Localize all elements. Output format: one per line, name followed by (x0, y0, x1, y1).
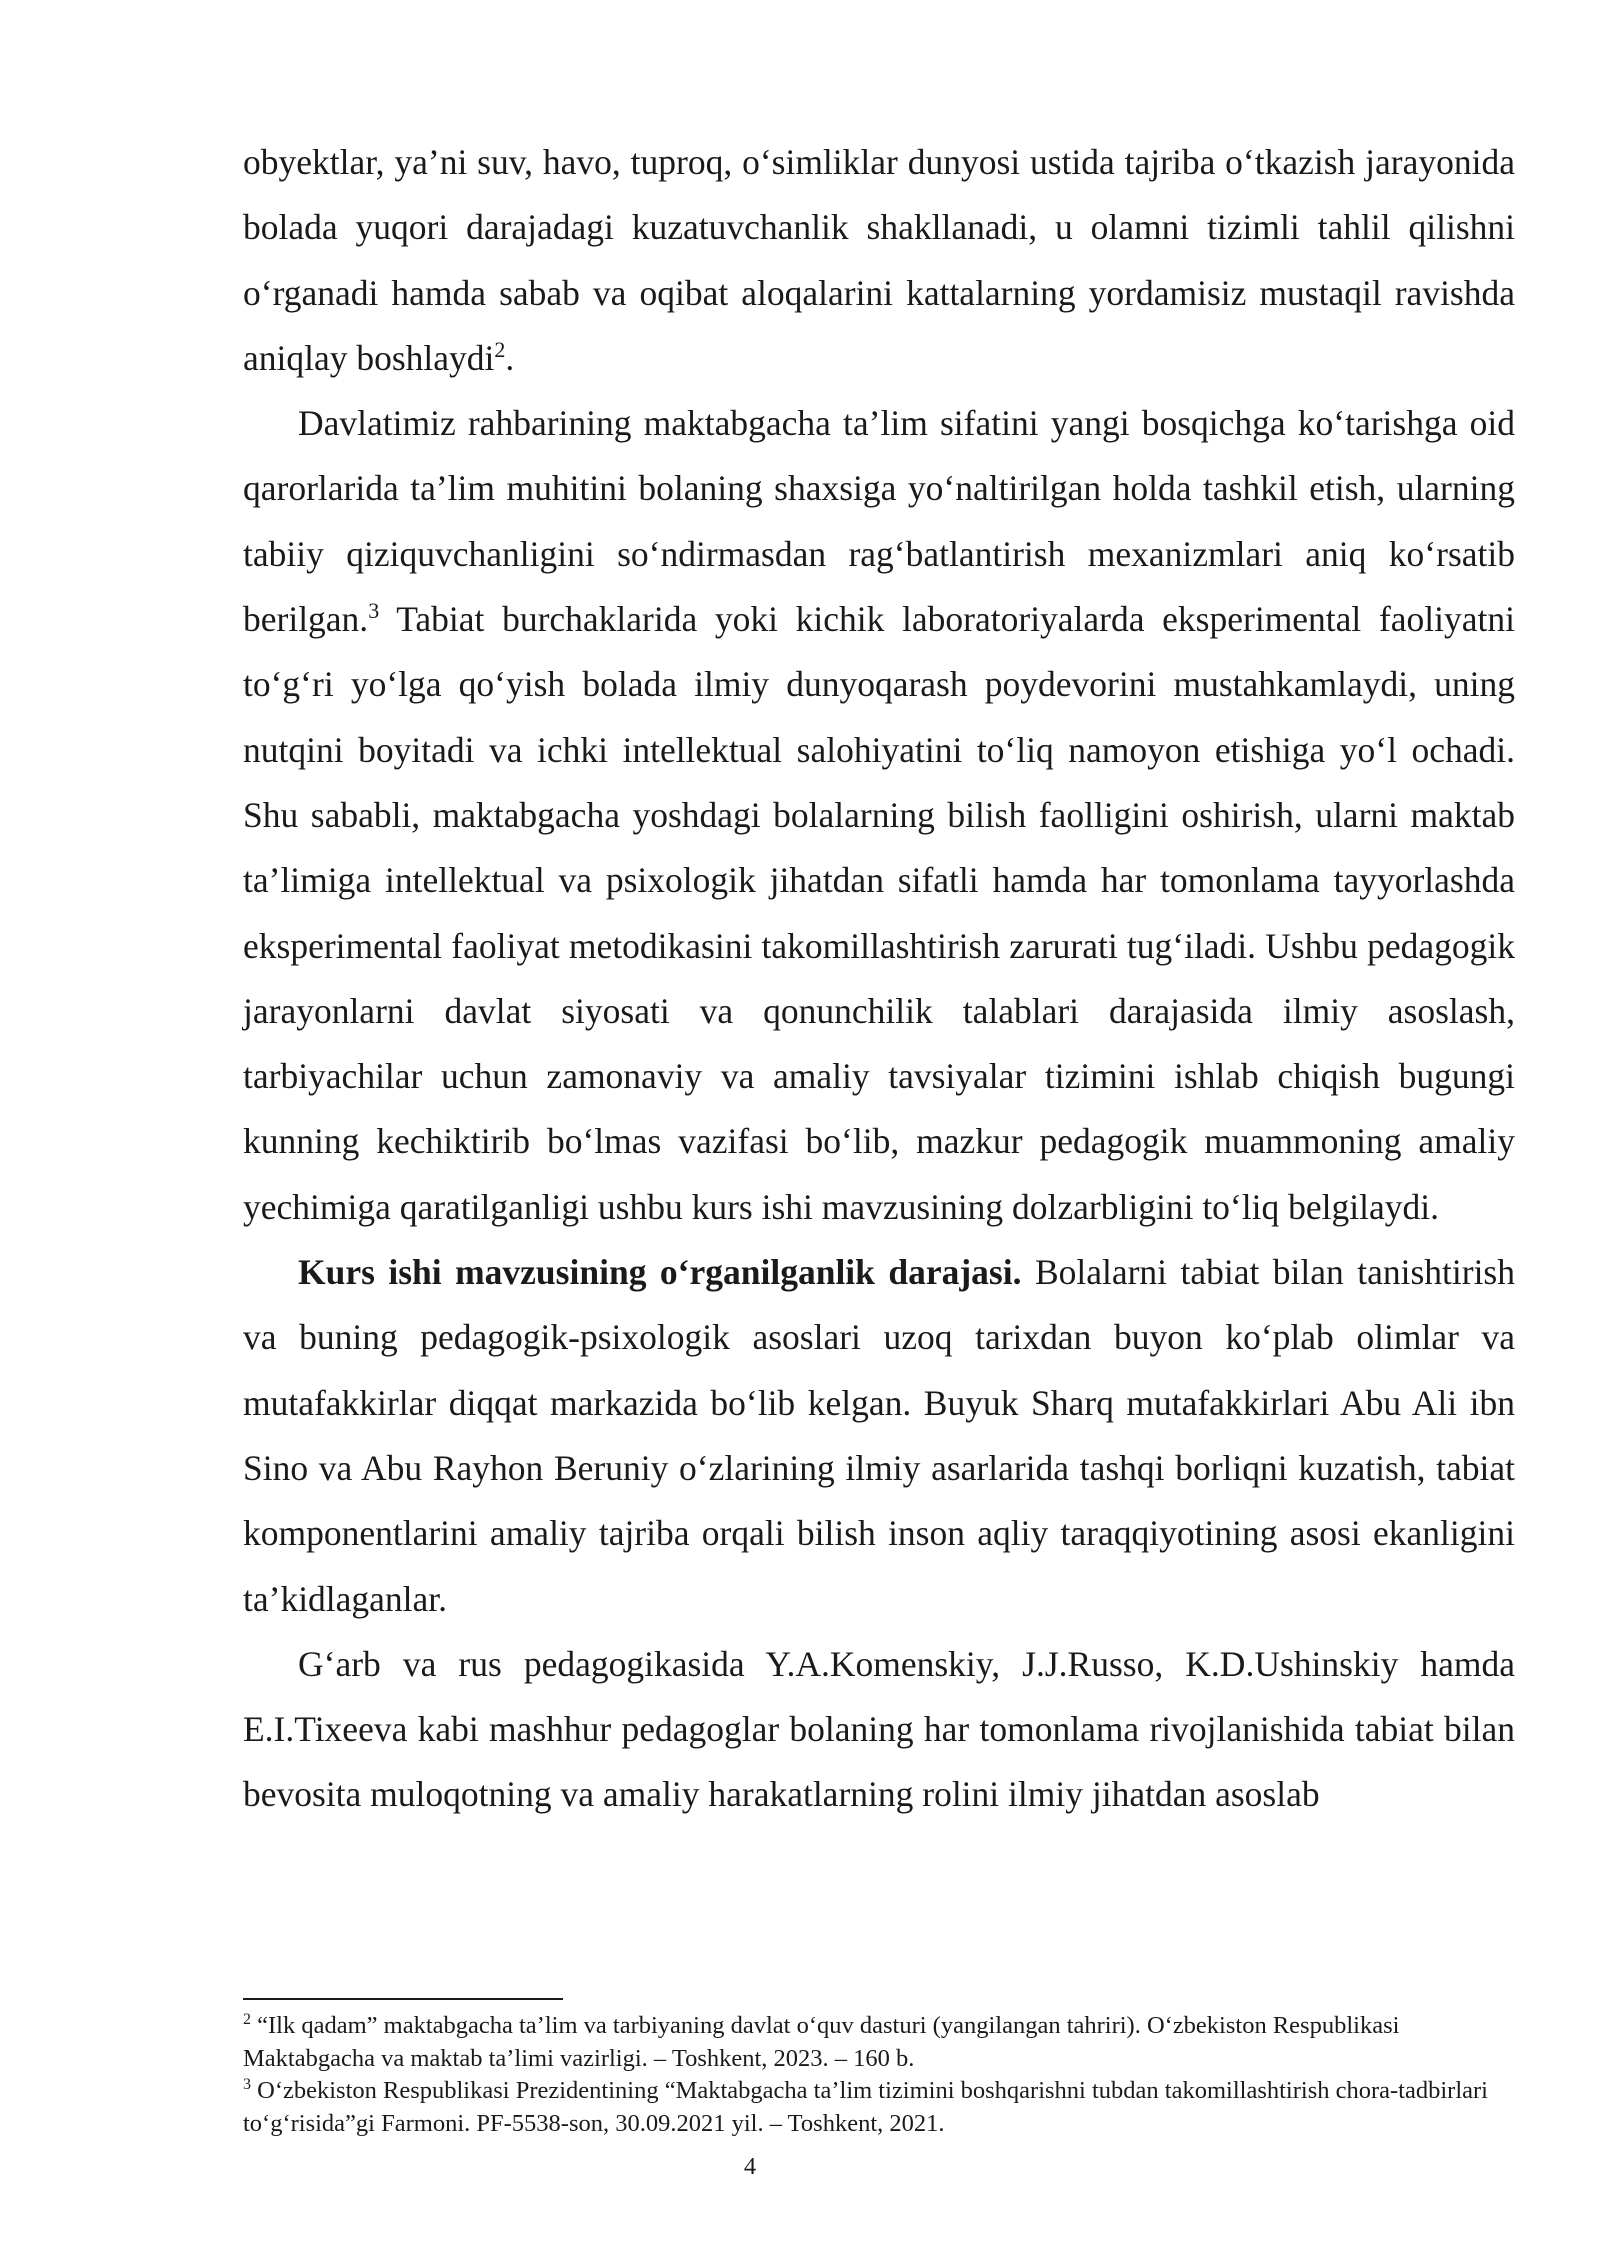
footnote-separator (243, 1998, 563, 2000)
paragraph-study-level (243, 1240, 1515, 1632)
page-body (243, 130, 1515, 1828)
page-number: 4 (743, 2153, 757, 2180)
section-heading-inline: Kurs ishi mavzusining o‘rganilganlik darajasi. (298, 1252, 1022, 1293)
paragraph-relevance (243, 391, 1515, 1240)
footnotes (243, 2010, 1515, 2140)
paragraph-text: Davlatimiz rahbarining maktabgacha ta’lim sifatini yangi bosqichga ko‘tarishga oid qarorlarida ta’lim muhitini bolaning shaxsiga yo‘naltirilgan holda tashkil etish, ularning tabiiy qiziquvchanligini so‘ndirmasdan rag‘batlantirish mexanizmlari aniq ko‘rsatib berilgan. (243, 403, 1515, 640)
footnote-ref-2[interactable]: 2 (494, 337, 506, 363)
paragraph-text-end: Tabiat burchaklarida yoki kichik laboratoriyalarda eksperimental faoliyatni to‘g‘ri yo‘lga qo‘yish bolada ilmiy dunyoqarash poydevorini mustahkamlaydi, uning nutqini boyitadi va ichki intellektual salohiyatini to‘liq namoyon etishiga yo‘l ochadi. Shu sababli, maktabgacha yoshdagi bolalarning bilish faolligini oshirish, ularni maktab ta’limiga intellektual va psixologik jihatdan sifatli hamda har tomonlama tayyorlashda eksperimental faoliyat metodikasini takomillashtirish zarurati tug‘iladi. Ushbu pedagogik jarayonlarni davlat siyosati va qonunchilik talablari darajasida ilmiy asoslash, tarbiyachilar uchun zamonaviy va amaliy tavsiyalar tizimini ishlab chiqish bugungi kunning kechiktirib bo‘lmas vazifasi bo‘lib, mazkur pedagogik muammoning amaliy yechimiga qaratilganligi ushbu kurs ishi mavzusining dolzarbligini to‘liq belgilaydi. (243, 599, 1515, 1227)
paragraph-continuation (243, 130, 1515, 391)
footnote-number: 2 (243, 2010, 251, 2028)
paragraph-text: Bolalarni tabiat bilan tanishtirish va buning pedagogik-psixologik asoslari uzoq tarixdan buyon ko‘plab olimlar va mutafakkirlar diqqat markazida bo‘lib kelgan. Buyuk Sharq mutafakkirlari Abu Ali ibn Sino va Abu Rayhon Beruniy o‘zlarining ilmiy asarlarida tashqi borliqni kuzatish, tabiat komponentlarini amaliy tajriba orqali bilish inson aqliy taraqqiyotining asosi ekanligini ta’kidlaganlar. (243, 1252, 1516, 1619)
footnote-2 (243, 2010, 1515, 2075)
paragraph-text-end: . (505, 337, 515, 378)
paragraph-western-pedagogy (243, 1632, 1515, 1828)
paragraph-text: G‘arb va rus pedagogikasida Y.A.Komenskiy, J.J.Russo, K.D.Ushinskiy hamda E.I.Tixeeva kabi mashhur pedagoglar bolaning har tomonlama rivojlanishida tabiat bilan bevosita muloqotning va amaliy harakatlarning rolini ilmiy jihatdan asoslab (243, 1643, 1515, 1815)
footnote-number: 3 (243, 2075, 251, 2093)
footnote-ref-3[interactable]: 3 (368, 598, 380, 624)
footnote-3 (243, 2075, 1515, 2140)
paragraph-text: obyektlar, ya’ni suv, havo, tuproq, o‘simliklar dunyosi ustida tajriba o‘tkazish jarayonida bolada yuqori darajadagi kuzatuvchanlik shakllanadi, u olamni tizimli tahlil qilishni o‘rganadi hamda sabab va oqibat aloqalarini kattalarning yordamisiz mustaqil ravishda aniqlay boshlaydi (243, 142, 1515, 378)
footnote-text: O‘zbekiston Respublikasi Prezidentining “Maktabgacha ta’lim tizimini boshqarishni tubdan takomillashtirish chora-tadbirlari to‘g‘risida”gi Farmoni. PF-5538-son, 30.09.2021 yil. – Toshkent, 2021. (243, 2077, 1488, 2137)
footnote-text: “Ilk qadam” maktabgacha ta’lim va tarbiyaning davlat o‘quv dasturi (yangilangan tahriri). O‘zbekiston Respublikasi Maktabgacha va maktab ta’limi vazirligi. – Toshkent, 2023. – 160 b. (243, 2012, 1400, 2072)
